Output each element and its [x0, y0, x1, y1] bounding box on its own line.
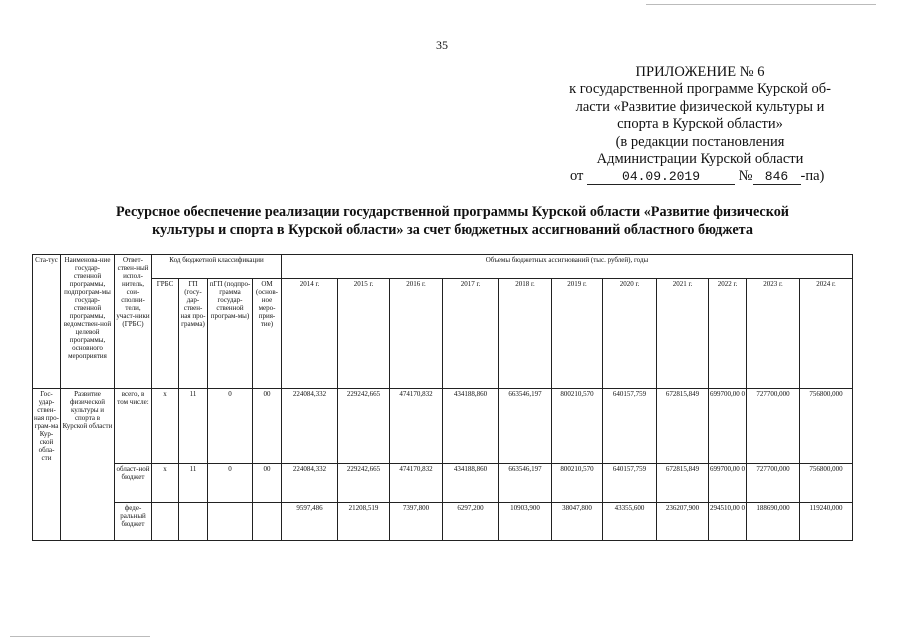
value-cell: 10903,900 [499, 502, 552, 540]
value-cell: 672815,849 [657, 463, 709, 502]
header-year: 2018 г. [499, 279, 552, 389]
pgp-cell [208, 502, 253, 540]
gp-cell [179, 502, 208, 540]
bottom-rule [10, 636, 150, 637]
value-cell: 640157,759 [603, 463, 657, 502]
value-cell: 727700,000 [747, 463, 800, 502]
program-name-cell-cont [61, 502, 115, 540]
value-cell: 6297,200 [443, 502, 499, 540]
header-grbs: ГРБС [152, 279, 179, 389]
top-rule [646, 4, 876, 5]
program-name-cell: Развитие физической культуры и спорта в Курской области [61, 389, 115, 464]
value-cell: 474170,832 [390, 463, 443, 502]
document-title [60, 204, 845, 239]
value-cell: 294510,00 0 [709, 502, 747, 540]
value-cell: 224084,332 [282, 389, 338, 464]
value-cell: 672815,849 [657, 389, 709, 464]
value-cell: 756800,000 [800, 463, 853, 502]
header-pgp: пГП (подпро-грамма государ-ственной програм-мы) [208, 279, 253, 389]
status-cell-cont [33, 502, 61, 540]
decree-number: 846 [753, 170, 801, 185]
pgp-cell: 0 [208, 389, 253, 464]
decree-suffix: -па) [800, 168, 825, 185]
value-cell: 188690,000 [747, 502, 800, 540]
grbs-cell: х [152, 463, 179, 502]
om-cell: 00 [253, 463, 282, 502]
value-cell: 7397,800 [390, 502, 443, 540]
value-cell: 699700,00 0 [709, 463, 747, 502]
header-volumes: Объемы бюджетных ассигнований (тыс. рублей), годы [282, 255, 853, 279]
value-cell: 663546,197 [499, 463, 552, 502]
appendix-line: Администрации Курской области [596, 151, 804, 168]
decree-date: 04.09.2019 [587, 170, 735, 185]
header-executor: Ответ-ствен-ный испол-нитель, сои-сполни-тели, участ-ники (ГРБС) [115, 255, 152, 389]
header-year: 2021 г. [657, 279, 709, 389]
resource-table [32, 254, 853, 541]
appendix-line: к государственной программе Курской об- [569, 81, 831, 98]
header-year: 2024 г. [800, 279, 853, 389]
title-line-1: Ресурсное обеспечение реализации государственной программы Курской области «Развитие физической [116, 204, 789, 220]
grbs-cell: х [152, 389, 179, 464]
executor-cell: феде-ральный бюджет [115, 502, 152, 540]
appendix-title: ПРИЛОЖЕНИЕ № 6 [635, 64, 765, 80]
header-year: 2016 г. [390, 279, 443, 389]
value-cell: 663546,197 [499, 389, 552, 464]
value-cell: 236207,900 [657, 502, 709, 540]
status-cell-cont [33, 463, 61, 502]
executor-cell: област-ной бюджет [115, 463, 152, 502]
value-cell: 756800,000 [800, 389, 853, 464]
executor-cell: всего, в том числе: [115, 389, 152, 464]
appendix-date-line [550, 168, 850, 185]
value-cell: 224084,332 [282, 463, 338, 502]
value-cell: 800210,570 [552, 389, 603, 464]
header-year: 2022 г. [709, 279, 747, 389]
status-cell: Гос-удар-ствен-ная про-грам-ма Кур-ской обла-сти [34, 390, 59, 462]
value-cell: 38047,800 [552, 502, 603, 540]
om-cell [253, 502, 282, 540]
title-line-2: культуры и спорта в Курской области» за счет бюджетных ассигнований областного бюджета [152, 221, 753, 238]
header-year: 2020 г. [603, 279, 657, 389]
number-label: № [738, 168, 753, 185]
header-year: 2017 г. [443, 279, 499, 389]
value-cell: 699700,00 0 [709, 389, 747, 464]
value-cell: 434188,860 [443, 389, 499, 464]
value-cell: 21208,519 [338, 502, 390, 540]
value-cell: 119240,000 [800, 502, 853, 540]
header-name: Наименова-ние государ-ственной программы, подпрограм-мы государ-ственной программы, ведомствен-ной целевой программы, основного мероприятия [61, 255, 115, 389]
value-cell: 9597,486 [282, 502, 338, 540]
value-cell: 434188,860 [443, 463, 499, 502]
pgp-cell: 0 [208, 463, 253, 502]
value-cell: 229242,665 [338, 389, 390, 464]
program-name-cell-cont [61, 463, 115, 502]
value-cell: 640157,759 [603, 389, 657, 464]
header-gp: ГП (госу-дар-ствен-ная про-грамма) [179, 279, 208, 389]
header-year: 2014 г. [282, 279, 338, 389]
appendix-line: (в редакции постановления [615, 133, 785, 150]
page-number: 35 [436, 38, 448, 52]
value-cell: 43355,600 [603, 502, 657, 540]
header-year: 2015 г. [338, 279, 390, 389]
header-budget-code: Код бюджетной классификации [152, 255, 282, 279]
gp-cell: 11 [179, 389, 208, 464]
from-label: от [570, 168, 584, 185]
value-cell: 800210,570 [552, 463, 603, 502]
gp-cell: 11 [179, 463, 208, 502]
header-status: Ста-тус [33, 255, 61, 389]
value-cell: 229242,665 [338, 463, 390, 502]
value-cell: 474170,832 [390, 389, 443, 464]
appendix-block [550, 64, 850, 186]
header-year: 2019 г. [552, 279, 603, 389]
header-year: 2023 г. [747, 279, 800, 389]
header-om: ОМ (основ-ное меро-прия-тие) [253, 279, 282, 389]
value-cell: 727700,000 [747, 389, 800, 464]
appendix-line: спорта в Курской области» [617, 116, 783, 133]
grbs-cell [152, 502, 179, 540]
om-cell: 00 [253, 389, 282, 464]
appendix-line: ласти «Развитие физической культуры и [575, 98, 825, 115]
